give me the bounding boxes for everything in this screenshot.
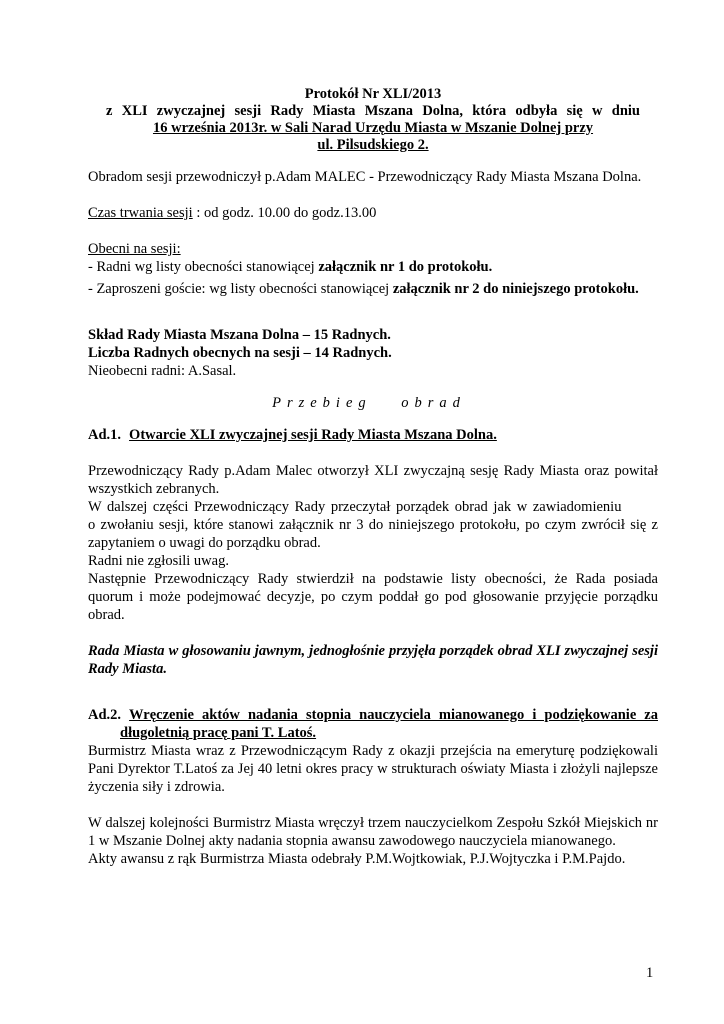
duration-line — [88, 204, 658, 222]
title-line-2: z XLI zwyczajnej sesji Rady Miasta Mszana Dolna, która odbyła się w dniu — [106, 103, 640, 119]
ad2-heading-cont — [88, 724, 658, 742]
ad1-resolution: Rada Miasta w głosowaniu jawnym, jednogłośnie przyjęła porządek obrad XLI zwyczajnej sesji Rady Miasta. — [88, 643, 658, 677]
composition-line-2: Liczba Radnych obecnych na sesji – 14 Radnych. — [88, 345, 392, 361]
title-line-3: 16 września 2013r. w Sali Narad Urzędu Miasta w Mszanie Dolnej przy — [152, 120, 594, 136]
present-item-1 — [88, 258, 658, 276]
present-item-2-text: - Zaproszeni goście: wg listy obecności stanowiącej — [88, 281, 393, 297]
ad2-heading — [88, 706, 658, 724]
ad1-number: Ad.1. — [88, 427, 122, 443]
composition-line-1: Skład Rady Miasta Mszana Dolna – 15 Radnych. — [88, 327, 391, 343]
title-line-4: ul. Pilsudskiego 2. — [317, 137, 429, 153]
duration-value: : od godz. 10.00 do godz.13.00 — [192, 205, 377, 221]
present-label: Obecni na sesji: — [88, 241, 181, 257]
composition-line-3: Nieobecni radni: A.Sasal. — [88, 363, 237, 379]
ad1-paragraph-4: Następnie Przewodniczący Rady stwierdził na podstawie listy obecności, że Rada posiada quorum i może podejmować decyzje, po czym poddał go pod głosowanie przyjęcie porządku obrad. — [88, 571, 658, 623]
document-title — [88, 86, 658, 154]
ad1-paragraph-2-line-2: o zwołaniu sesji, które stanowi załącznik nr 3 do niniejszego protokołu, po czym zwrócił się z zapytaniem o uwagi do porządku obrad. — [88, 517, 658, 551]
ad2-paragraph-2: W dalszej kolejności Burmistrz Miasta wręczył trzem nauczycielkom Zespołu Szkół Miejskich nr 1 w Mszanie Dolnej akty nadania stopnia awansu zawodowego nauczyciela mianowanego. — [88, 815, 658, 849]
page-number: 1 — [646, 965, 654, 981]
present-item-1-bold: załącznik nr 1 do protokołu. — [318, 259, 493, 275]
chair-statement: Obradom sesji przewodniczył p.Adam MALEC - Przewodniczący Rady Miasta Mszana Dolna. — [88, 169, 642, 185]
present-item-1-text: - Radni wg listy obecności stanowiącej — [88, 259, 319, 275]
ad2-paragraph-3: Akty awansu z rąk Burmistrza Miasta odebrały P.M.Wojtkowiak, P.J.Wojtyczka i P.M.Pajdo. — [88, 851, 626, 867]
ad2-title-line-2: długoletnią pracę pani T. Latoś. — [120, 725, 317, 741]
duration-label: Czas trwania sesji — [88, 205, 193, 221]
ad1-paragraph-3: Radni nie zgłosili uwag. — [88, 553, 229, 569]
ad1-heading — [88, 426, 658, 444]
ad2-number: Ad.2. — [88, 707, 122, 723]
ad1-title: Otwarcie XLI zwyczajnej sesji Rady Miasta Mszana Dolna. — [129, 427, 497, 443]
title-line-1: Protokół Nr XLI/2013 — [304, 86, 442, 102]
section-heading-przebieg: Przebieg obrad — [272, 395, 466, 411]
ad1-paragraph-2-line-1: W dalszej części Przewodniczący Rady przeczytał porządek obrad jak w zawiadomieniu — [88, 499, 622, 515]
ad1-paragraph-1: Przewodniczący Rady p.Adam Malec otworzył XLI zwyczajną sesję Rady Miasta oraz powitał wszystkich zebranych. — [88, 463, 658, 497]
present-item-2-bold: załącznik nr 2 do niniejszego protokołu. — [392, 281, 639, 297]
ad2-title-line-1: Wręczenie aktów nadania stopnia nauczyciela mianowanego i podziękowanie za — [129, 707, 658, 723]
present-item-2 — [88, 280, 658, 298]
ad2-paragraph-1: Burmistrz Miasta wraz z Przewodniczącym Rady z okazji przejścia na emeryturę podziękowali Pani Dyrektor T.Latoś za Jej 40 letni okres pracy w strukturach oświaty Miasta i złożyli najlepsze życzenia siły i zdrowia. — [88, 743, 658, 795]
document-page — [88, 86, 658, 868]
